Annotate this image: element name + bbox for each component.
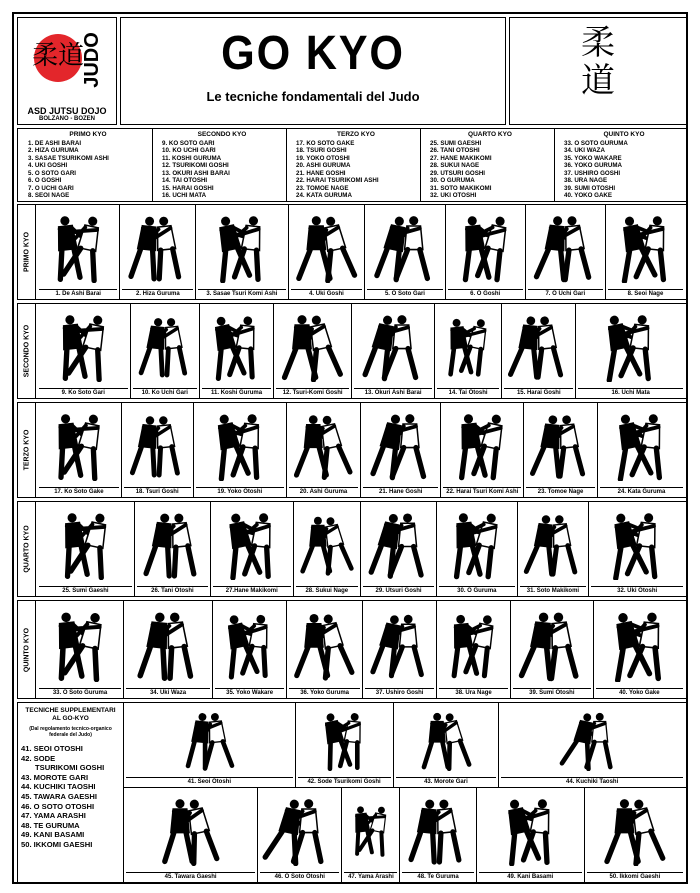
list-item: 3. SASAE TSURIKOMI ASHI [28,154,109,162]
supplementary-list [18,703,124,882]
kyo-row-label [18,403,36,497]
technique-caption: 28. Sukui Nage [296,586,358,594]
list-item: 22. HARAI TSURIKOMI ASHI [296,177,379,184]
judo-kanji: 柔 道 [581,23,615,101]
technique-illustration [361,504,436,580]
list-item: 2. HIZA GURUMA [28,147,79,154]
technique-cell [363,601,437,698]
technique-caption: 7. O Uchi Gari [528,289,603,297]
technique-cell [287,601,363,698]
technique-caption: 38. Ura Nage [439,688,508,696]
technique-illustration [289,207,365,283]
poster [12,12,688,884]
technique-caption: 1. De Ashi Barai [39,289,117,297]
list-item: 17. KO SOTO GAKE [296,139,355,147]
list-item: 8. SEOI NAGE [28,192,70,199]
technique-cell [394,703,500,787]
technique-cell [585,788,685,882]
technique-cell [365,205,445,299]
list-item: 6. O GOSHI [28,177,62,184]
supplementary-item: TSURIKOMI GOSHI [35,763,105,773]
technique-cell [294,502,361,596]
list-item: 23. TOMOE NAGE [296,184,349,192]
list-item: 38. URA NAGE [564,177,608,184]
technique-illustration [576,306,685,382]
list-item: 30. O GURUMA [430,177,475,184]
supplementary-item: 47. YAMA ARASHI [21,811,86,821]
technique-cell [446,205,526,299]
technique-cell [361,403,441,497]
technique-caption: 11. Koshi Guruma [202,388,271,396]
list-item: 39. SUMI OTOSHI [564,184,616,192]
technique-caption: 26. Tani Otoshi [137,586,208,594]
list-divider [554,129,555,201]
technique-caption: 5. O Soto Gari [367,289,442,297]
club-city: BOLZANO - BOZEN [39,116,95,122]
technique-cell [122,403,194,497]
page-title: GO KYO [221,27,405,80]
technique-illustration [124,603,212,682]
technique-cell [196,205,288,299]
technique-caption: 24. Kata Guruma [600,487,683,495]
supplementary-item: 46. O SOTO OTOSHI [21,801,95,811]
technique-illustration [200,306,273,382]
list-item: 12. TSURIKOMI GOSHI [162,162,229,169]
technique-cell [437,502,517,596]
technique-caption: 14. Tai Otoshi [437,388,499,396]
list-column [162,131,282,200]
judo-logo [18,20,117,100]
technique-illustration [122,405,193,481]
list-item: 11. KOSHI GURUMA [162,154,222,162]
kyo-row-label-text: TERZO KYO [23,429,30,471]
technique-cell [361,502,437,596]
list-item: 18. TSURI GOSHI [296,147,347,154]
technique-illustration [213,603,286,682]
supplementary-item: 43. MOROTE GARI [21,772,89,782]
technique-illustration [287,603,362,682]
technique-caption: 15. Harai Goshi [504,388,573,396]
list-item: 29. UTSURI GOSHI [430,169,486,177]
kanji-panel [509,17,687,125]
technique-illustration [400,790,475,866]
list-item: 34. UKI WAZA [564,147,605,154]
kyo-row-label [18,205,36,299]
technique-illustration [37,504,134,580]
technique-cell [296,703,394,787]
technique-illustration [437,504,516,580]
title-panel [120,17,506,125]
kyo-row-label-text: QUINTO KYO [23,627,30,672]
supplementary-item: 41. SEOI OTOSHI [21,744,83,753]
technique-caption: 48. Te Guruma [402,872,473,880]
list-item: 1. DE ASHI BARAI [28,139,82,147]
technique-illustration [294,504,360,580]
technique-caption: 17. Ko Soto Gake [39,487,119,495]
list-heading: QUARTO KYO [468,131,512,138]
technique-illustration [598,405,685,481]
technique-illustration [196,207,287,283]
technique-illustration [124,790,257,866]
kyo-row [17,204,687,300]
technique-caption: 45. Tawara Gaeshi [126,872,255,880]
technique-cell [211,502,294,596]
technique-illustration [37,405,121,481]
technique-cell [499,703,685,787]
technique-caption: 47. Yama Arashi [344,872,397,880]
list-item: 10. KO UCHI GARI [162,147,216,154]
technique-caption: 20. Ashi Guruma [289,487,358,495]
technique-illustration [363,603,436,682]
technique-caption: 39. Sumi Otoshi [513,688,591,696]
technique-illustration [594,603,685,682]
list-column [430,131,550,200]
svg-text:JUDO: JUDO [81,32,103,88]
kyo-row [17,402,687,498]
technique-illustration [435,306,501,382]
technique-cell [213,601,287,698]
technique-caption: 32. Uki Otoshi [591,586,683,594]
technique-caption: 12. Tsuri-Komi Goshi [276,388,349,396]
technique-caption: 21. Hane Goshi [363,487,438,495]
technique-illustration [585,790,685,866]
technique-cell [526,205,606,299]
technique-cell [606,205,685,299]
technique-cell [37,601,124,698]
supplementary-item: 49. KANI BASAMI [21,830,85,840]
technique-caption: 4. Uki Goshi [291,289,363,297]
list-item: 24. KATA GURUMA [296,192,352,199]
technique-caption: 49. Kani Basami [479,872,582,880]
kyo-row-label-text: QUARTO KYO [23,525,30,573]
technique-illustration [124,705,295,771]
list-item: 15. HARAI GOSHI [162,184,214,192]
technique-cell [598,403,685,497]
technique-illustration [258,790,341,866]
technique-illustration [361,405,440,481]
supplementary-item: 42. SODE [21,753,56,763]
technique-illustration [37,603,123,682]
technique-cell [37,502,135,596]
technique-illustration [37,306,130,382]
technique-cell [289,205,366,299]
technique-caption: 37. Ushiro Goshi [365,688,434,696]
technique-caption: 35. Yoko Wakare [215,688,284,696]
technique-cell [274,304,352,398]
technique-caption: 29. Utsuri Goshi [363,586,434,594]
list-divider [152,129,153,201]
kyo-row [17,501,687,597]
technique-cell [194,403,288,497]
technique-cell [511,601,594,698]
club-logo-panel [17,17,117,125]
club-name: ASD JUTSU DOJO [27,106,107,116]
technique-cell [342,788,400,882]
technique-cell [124,703,296,787]
kyo-row-label-text: PRIMO KYO [23,231,30,273]
list-item: 25. SUMI GAESHI [430,139,482,147]
technique-cell [37,304,131,398]
technique-caption: 13. Okuri Ashi Barai [354,388,432,396]
technique-illustration [502,306,575,382]
supplementary-note: (Dal regolamento tecnico-organico federale del Judo) [29,726,112,738]
list-column [296,131,416,200]
kyo-row-label [18,601,36,698]
technique-caption: 36. Yoko Guruma [289,688,360,696]
list-item: 32. UKI OTOSHI [430,192,477,199]
technique-cell [477,788,585,882]
technique-cell [37,205,120,299]
technique-caption: 2. Hiza Guruma [122,289,193,297]
list-item: 16. UCHI MATA [162,192,207,199]
technique-cell [124,601,213,698]
technique-illustration [477,790,584,866]
list-item: 20. ASHI GURUMA [296,162,351,169]
technique-cell [120,205,196,299]
list-column [28,131,148,200]
technique-caption: 50. Ikkomi Gaeshi [587,872,683,880]
technique-illustration [120,207,195,283]
technique-caption: 8. Seoi Nage [608,289,683,297]
technique-illustration [342,790,399,866]
list-item: 31. SOTO MAKIKOMI [430,184,492,192]
technique-illustration [296,705,393,771]
list-item: 9. KO SOTO GARI [162,139,215,147]
list-heading: SECONDO KYO [197,131,247,138]
supplementary-row-1 [124,703,686,788]
technique-caption: 44. Kuchiki Taoshi [501,777,683,785]
kyo-row-label [18,502,36,596]
list-divider [286,129,287,201]
supplementary-section [17,702,687,883]
technique-caption: 34. Uki Waza [126,688,210,696]
list-heading: PRIMO KYO [69,131,107,138]
technique-cell [200,304,274,398]
list-item: 36. YOKO GURUMA [564,162,622,169]
technique-cell [502,304,576,398]
page-subtitle: Le tecniche fondamentali del Judo [206,89,420,104]
technique-cell [124,788,258,882]
technique-cell [594,601,685,698]
list-item: 13. OKURI ASHI BARAI [162,169,230,177]
kyo-row-label [18,304,36,398]
technique-illustration [511,603,593,682]
technique-illustration [394,705,499,771]
kyo-row [17,600,687,699]
technique-caption: 10. Ko Uchi Gari [133,388,198,396]
technique-cell [258,788,342,882]
svg-text:柔道: 柔道 [31,41,85,71]
supplementary-item: 50. IKKOMI GAESHI [21,839,93,849]
technique-caption: 3. Sasae Tsuri Komi Ashi [198,289,285,297]
list-item: 4. UKI GOSHI [28,162,68,169]
supplementary-item: 48. TE GURUMA [21,820,80,830]
technique-cell [400,788,476,882]
technique-illustration [194,405,287,481]
technique-illustration [131,306,200,382]
technique-caption: 33. O Soto Guruma [39,688,121,696]
technique-caption: 6. O Goshi [448,289,523,297]
technique-caption: 18. Tsuri Goshi [124,487,191,495]
technique-illustration [211,504,293,580]
technique-illustration [287,405,360,481]
supplementary-item: 45. TAWARA GAESHI [21,791,97,801]
technique-caption: 16. Uchi Mata [578,388,683,396]
technique-illustration [365,207,444,283]
technique-illustration [352,306,434,382]
technique-illustration [446,207,525,283]
technique-caption: 31. Soto Makikomi [520,586,587,594]
technique-cell [135,502,211,596]
technique-illustration [526,207,605,283]
list-item: 28. SUKUI NAGE [430,162,480,169]
technique-illustration [518,504,589,580]
technique-caption: 43. Morote Gari [396,777,497,785]
technique-caption: 46. O Soto Otoshi [260,872,339,880]
kyo-row [17,303,687,399]
technique-illustration [441,405,523,481]
technique-cell [37,403,122,497]
technique-cell [352,304,435,398]
technique-illustration [437,603,510,682]
technique-cell [437,601,511,698]
list-item: 35. YOKO WAKARE [564,154,622,162]
list-item: 40. YOKO GAKE [564,192,613,199]
list-item: 21. HANE GOSHI [296,169,346,177]
list-heading: QUINTO KYO [603,131,645,138]
technique-caption: 27.Hane Makikomi [213,586,291,594]
technique-cell [287,403,361,497]
list-divider [420,129,421,201]
technique-caption: 22. Harai Tsuri Komi Ashi [443,487,521,495]
technique-caption: 42. Sode Tsurikomi Goshi [298,777,391,785]
technique-cell [131,304,201,398]
technique-caption: 23. Tomoe Nage [526,487,595,495]
list-item: 7. O UCHI GARI [28,184,74,192]
technique-lists [17,128,687,202]
technique-illustration [589,504,685,580]
technique-cell [518,502,590,596]
technique-cell [524,403,598,497]
list-item: 26. TANI OTOSHI [430,147,480,154]
supplementary-title: TECNICHE SUPPLEMENTARI AL GO-KYO [25,707,116,722]
list-item: 27. HANE MAKIKOMI [430,154,492,162]
technique-cell [589,502,685,596]
supplementary-item: 44. KUCHIKI TAOSHI [21,782,96,792]
list-item: 14. TAI OTOSHI [162,177,208,184]
technique-illustration [606,207,685,283]
list-item: 33. O SOTO GURUMA [564,139,628,147]
technique-illustration [274,306,351,382]
technique-caption: 25. Sumi Gaeshi [39,586,132,594]
list-item: 37. USHIRO GOSHI [564,169,621,177]
technique-illustration [499,705,685,771]
list-column [564,131,684,200]
list-heading: TERZO KYO [337,131,375,138]
technique-illustration [37,207,119,283]
technique-caption: 40. Yoko Gake [596,688,683,696]
technique-caption: 41. Seoi Otoshi [126,777,293,785]
list-item: 19. YOKO OTOSHI [296,154,350,162]
technique-illustration [135,504,210,580]
kyo-row-label-text: SECONDO KYO [23,324,30,378]
technique-cell [576,304,685,398]
list-item: 5. O SOTO GARI [28,169,77,177]
technique-caption: 19. Yoko Otoshi [196,487,285,495]
technique-cell [435,304,502,398]
technique-illustration [524,405,597,481]
supplementary-row-2 [124,788,686,882]
technique-cell [441,403,524,497]
technique-caption: 9. Ko Soto Gari [39,388,128,396]
technique-caption: 30. O Guruma [439,586,514,594]
